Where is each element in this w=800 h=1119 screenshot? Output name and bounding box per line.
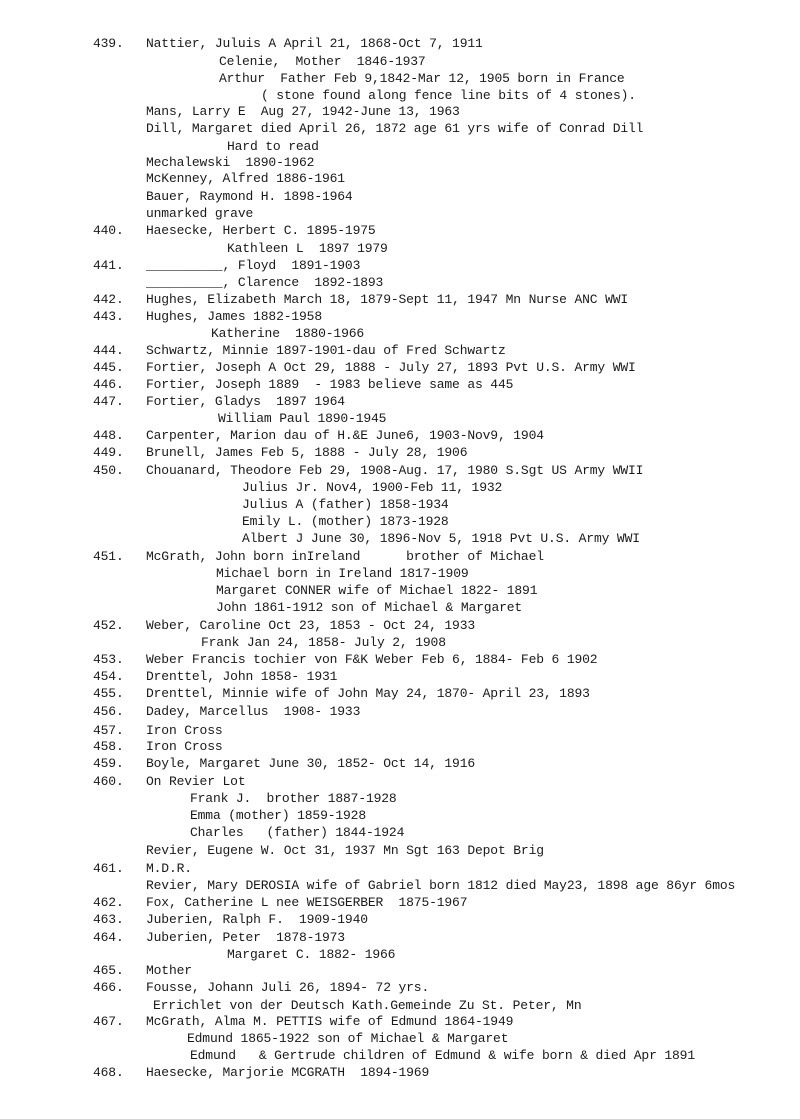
entry-text: Katherine 1880-1966 (211, 326, 365, 341)
entry-text: Revier, Eugene W. Oct 31, 1937 Mn Sgt 163 Depot Brig (146, 843, 544, 858)
entry-text: Emily L. (mother) 1873-1928 (242, 514, 449, 529)
entry-number: 450. (93, 463, 124, 478)
entry-text: Frank J. brother 1887-1928 (190, 791, 397, 806)
entry-text: Weber, Caroline Oct 23, 1853 - Oct 24, 1933 (146, 618, 476, 633)
entry-number: 462. (93, 895, 124, 910)
entry-text: Errichlet von der Deutsch Kath.Gemeinde Zu St. Peter, Mn (153, 998, 582, 1013)
entry-text: William Paul 1890-1945 (218, 411, 387, 426)
entry-text: On Revier Lot (146, 774, 246, 789)
entry-text: Fousse, Johann Juli 26, 1894- 72 yrs. (146, 980, 430, 995)
entry-text: Julius A (father) 1858-1934 (242, 497, 449, 512)
entry-number: 452. (93, 618, 124, 633)
entry-number: 460. (93, 774, 124, 789)
entry-number: 445. (93, 360, 124, 375)
entry-text: Boyle, Margaret June 30, 1852- Oct 14, 1916 (146, 756, 476, 771)
entry-text: Arthur Father Feb 9,1842-Mar 12, 1905 born in France (219, 71, 625, 86)
entry-text: McGrath, Alma M. PETTIS wife of Edmund 1864-1949 (146, 1014, 514, 1029)
entry-number: 441. (93, 258, 124, 273)
entry-number: 461. (93, 861, 124, 876)
entry-text: Drenttel, John 1858- 1931 (146, 669, 338, 684)
entry-number: 464. (93, 930, 124, 945)
entry-text: Edmund & Gertrude children of Edmund & wife born & died Apr 1891 (190, 1048, 695, 1063)
entry-text: Juberien, Ralph F. 1909-1940 (146, 912, 368, 927)
entry-text: Weber Francis tochier von F&K Weber Feb 6, 1884- Feb 6 1902 (146, 652, 598, 667)
entry-text: Bauer, Raymond H. 1898-1964 (146, 189, 353, 204)
entry-number: 457. (93, 723, 124, 738)
entry-number: 463. (93, 912, 124, 927)
entry-number: 443. (93, 309, 124, 324)
entry-text: Celenie, Mother 1846-1937 (219, 54, 426, 69)
entry-text: Fortier, Gladys 1897 1964 (146, 394, 345, 409)
entry-text: Fortier, Joseph A Oct 29, 1888 - July 27, 1893 Pvt U.S. Army WWI (146, 360, 636, 375)
entry-text: Iron Cross (146, 723, 223, 738)
entry-text: Mans, Larry E Aug 27, 1942-June 13, 1963 (146, 104, 460, 119)
entry-text: Drenttel, Minnie wife of John May 24, 1870- April 23, 1893 (146, 686, 590, 701)
entry-number: 458. (93, 739, 124, 754)
entry-number: 446. (93, 377, 124, 392)
entry-number: 456. (93, 704, 124, 719)
entry-text: Haesecke, Herbert C. 1895-1975 (146, 223, 376, 238)
entry-number: 453. (93, 652, 124, 667)
entry-text: Hughes, Elizabeth March 18, 1879-Sept 11, 1947 Mn Nurse ANC WWI (146, 292, 629, 307)
entry-text: Hard to read (227, 139, 319, 154)
entry-text: Edmund 1865-1922 son of Michael & Margaret (187, 1031, 509, 1046)
entry-number: 468. (93, 1065, 124, 1080)
entry-text: __________, Clarence 1892-1893 (146, 275, 384, 290)
entry-number: 440. (93, 223, 124, 238)
entry-text: Nattier, Juluis A April 21, 1868-Oct 7, 1911 (146, 36, 483, 51)
entry-number: 455. (93, 686, 124, 701)
entry-text: __________, Floyd 1891-1903 (146, 258, 361, 273)
entry-text: Haesecke, Marjorie MCGRATH 1894-1969 (146, 1065, 430, 1080)
entry-text: Revier, Mary DEROSIA wife of Gabriel born 1812 died May23, 1898 age 86yr 6mos (146, 878, 736, 893)
entry-number: 467. (93, 1014, 124, 1029)
entry-text: Iron Cross (146, 739, 223, 754)
entry-text: unmarked grave (146, 206, 254, 221)
entry-number: 447. (93, 394, 124, 409)
entry-text: Brunell, James Feb 5, 1888 - July 28, 1906 (146, 445, 468, 460)
entry-text: Hughes, James 1882-1958 (146, 309, 322, 324)
entry-number: 444. (93, 343, 124, 358)
entry-number: 449. (93, 445, 124, 460)
entry-text: Dill, Margaret died April 26, 1872 age 61 yrs wife of Conrad Dill (146, 121, 644, 136)
entry-text: Mechalewski 1890-1962 (146, 155, 315, 170)
entry-text: Michael born in Ireland 1817-1909 (216, 566, 469, 581)
entry-text: Emma (mother) 1859-1928 (190, 808, 366, 823)
entry-text: Charles (father) 1844-1924 (190, 825, 405, 840)
entry-text: Chouanard, Theodore Feb 29, 1908-Aug. 17, 1980 S.Sgt US Army WWII (146, 463, 644, 478)
entry-number: 448. (93, 428, 124, 443)
entry-text: Fortier, Joseph 1889 - 1983 believe same as 445 (146, 377, 514, 392)
entry-text: McKenney, Alfred 1886-1961 (146, 171, 345, 186)
entry-text: McGrath, John born inIreland brother of Michael (146, 549, 544, 564)
entry-text: Fox, Catherine L nee WEISGERBER 1875-1967 (146, 895, 468, 910)
entry-number: 466. (93, 980, 124, 995)
entry-text: Dadey, Marcellus 1908- 1933 (146, 704, 361, 719)
entry-text: Mother (146, 963, 192, 978)
entry-text: Kathleen L 1897 1979 (227, 241, 388, 256)
entry-number: 451. (93, 549, 124, 564)
entry-number: 442. (93, 292, 124, 307)
entry-text: Frank Jan 24, 1858- July 2, 1908 (201, 635, 446, 650)
entry-text: ( stone found along fence line bits of 4 stones). (261, 88, 636, 103)
entry-text: Julius Jr. Nov4, 1900-Feb 11, 1932 (242, 480, 503, 495)
entry-text: Carpenter, Marion dau of H.&E June6, 1903-Nov9, 1904 (146, 428, 544, 443)
entry-text: Schwartz, Minnie 1897-1901-dau of Fred Schwartz (146, 343, 506, 358)
entry-text: Albert J June 30, 1896-Nov 5, 1918 Pvt U.S. Army WWI (242, 531, 640, 546)
entry-number: 459. (93, 756, 124, 771)
entry-text: Margaret CONNER wife of Michael 1822- 1891 (216, 583, 538, 598)
entry-number: 465. (93, 963, 124, 978)
entry-number: 439. (93, 36, 124, 51)
entry-number: 454. (93, 669, 124, 684)
entry-text: Juberien, Peter 1878-1973 (146, 930, 345, 945)
entry-text: John 1861-1912 son of Michael & Margaret (216, 600, 523, 615)
entry-text: Margaret C. 1882- 1966 (227, 947, 396, 962)
entry-text: M.D.R. (146, 861, 192, 876)
